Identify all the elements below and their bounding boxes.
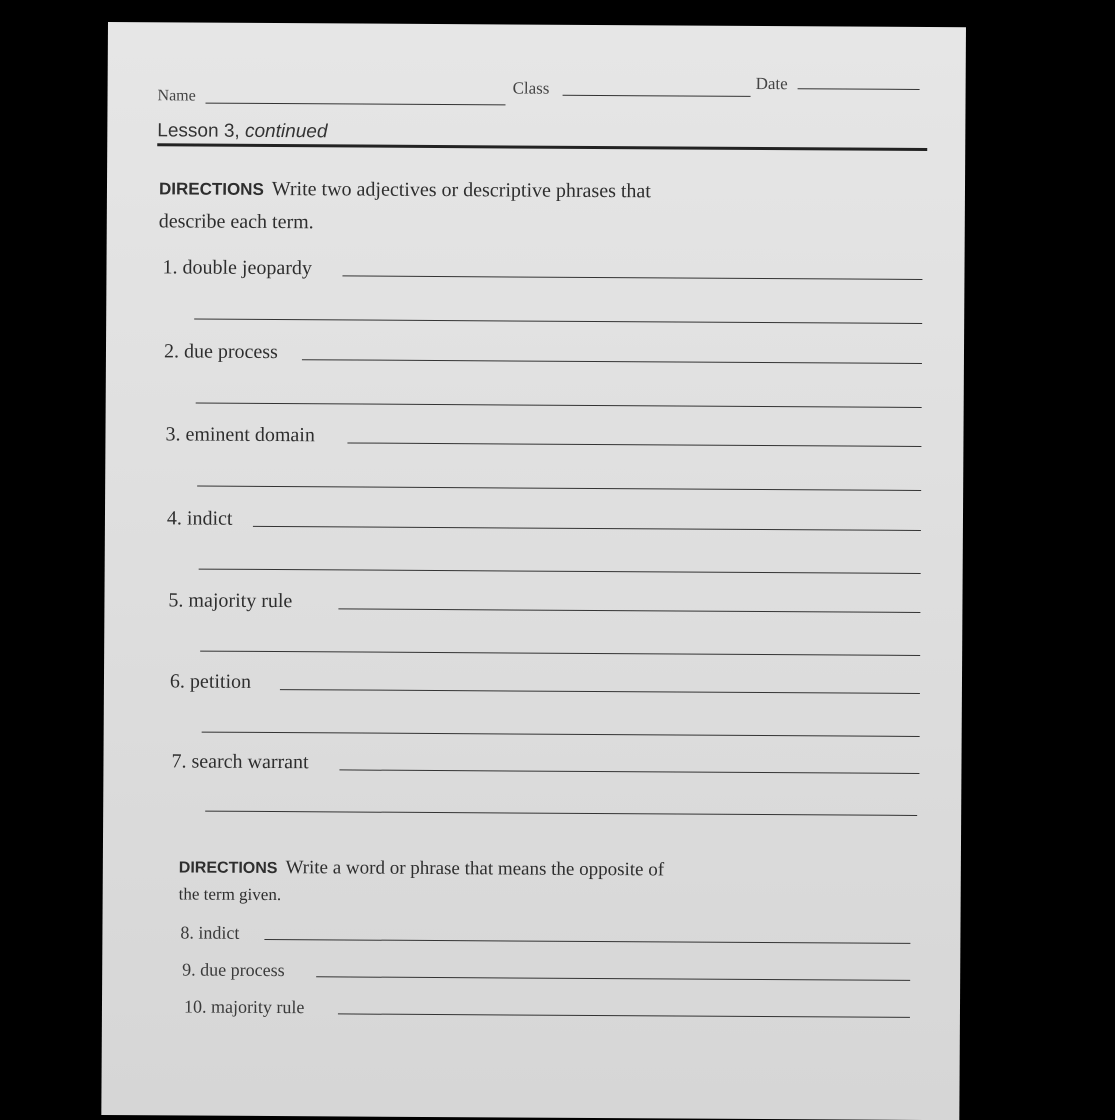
item-2-term: due process: [183, 340, 278, 364]
item-8-term: indict: [198, 922, 240, 943]
item-4-number: 4.: [166, 507, 183, 530]
lesson-title: Lesson 3,: [157, 120, 240, 142]
item-5: [168, 589, 292, 613]
date-label: Date: [755, 73, 788, 94]
directions-1-text: Write two adjectives or descriptive phrases that: [271, 178, 651, 203]
item-6-term: petition: [189, 670, 252, 693]
item-7-term: search warrant: [191, 750, 309, 774]
class-label: Class: [512, 78, 550, 98]
item-7-answer-line-1[interactable]: [339, 769, 919, 774]
class-field[interactable]: [563, 95, 751, 97]
item-6-answer-line-1[interactable]: [280, 689, 920, 694]
item-1-term: double jeopardy: [182, 256, 312, 280]
item-7-answer-line-2[interactable]: [205, 811, 917, 816]
item-9: [182, 959, 285, 981]
date-field[interactable]: [798, 88, 920, 90]
item-2-answer-line-2[interactable]: [196, 403, 922, 408]
item-9-answer-line[interactable]: [316, 976, 910, 981]
directions-2-text: Write a word or phrase that means the opposite of: [285, 857, 665, 881]
item-2: [164, 340, 278, 364]
item-6-answer-line-2[interactable]: [202, 732, 920, 737]
item-3: [165, 423, 315, 447]
item-9-number: 9.: [182, 959, 196, 980]
directions-2: [179, 854, 665, 910]
item-7-number: 7.: [171, 750, 187, 773]
item-8-answer-line[interactable]: [264, 939, 910, 944]
item-3-answer-line-1[interactable]: [347, 442, 921, 447]
item-4: [167, 507, 233, 530]
item-8: [180, 922, 239, 943]
item-3-term: eminent domain: [185, 423, 315, 447]
item-10-term: majority rule: [210, 996, 305, 1018]
item-5-answer-line-1[interactable]: [338, 608, 920, 613]
directions-1-label: DIRECTIONS: [158, 179, 264, 199]
name-label: Name: [157, 87, 196, 105]
item-6: [170, 670, 251, 693]
heading-divider: [157, 143, 927, 151]
lesson-subtitle: continued: [244, 120, 328, 143]
item-1-answer-line-1[interactable]: [342, 275, 922, 280]
directions-2-text-2: the term given.: [178, 884, 282, 905]
item-1-answer-line-2[interactable]: [194, 319, 922, 324]
item-4-term: indict: [186, 507, 233, 530]
item-7: [171, 750, 308, 774]
item-1-number: 1.: [162, 256, 178, 279]
item-10: [184, 996, 305, 1018]
item-4-answer-line-1[interactable]: [253, 526, 921, 531]
item-5-answer-line-2[interactable]: [200, 651, 920, 656]
item-3-number: 3.: [165, 423, 181, 446]
worksheet-page: [101, 22, 966, 1120]
item-9-term: due process: [200, 959, 285, 981]
directions-1: [159, 172, 651, 240]
item-10-number: 10.: [183, 996, 207, 1017]
item-3-answer-line-2[interactable]: [197, 486, 921, 491]
item-5-term: majority rule: [188, 589, 293, 613]
item-8-number: 8.: [180, 922, 195, 943]
lesson-heading: [157, 120, 327, 143]
item-1: [162, 256, 312, 280]
item-10-answer-line[interactable]: [338, 1013, 910, 1017]
directions-2-label: DIRECTIONS: [178, 859, 278, 878]
item-2-number: 2.: [163, 340, 180, 363]
name-field[interactable]: [206, 103, 506, 106]
item-6-number: 6.: [169, 670, 186, 693]
directions-1-text-2: describe each term.: [158, 210, 314, 234]
item-2-answer-line-1[interactable]: [302, 359, 922, 364]
item-5-number: 5.: [168, 589, 184, 612]
item-4-answer-line-2[interactable]: [199, 569, 921, 574]
